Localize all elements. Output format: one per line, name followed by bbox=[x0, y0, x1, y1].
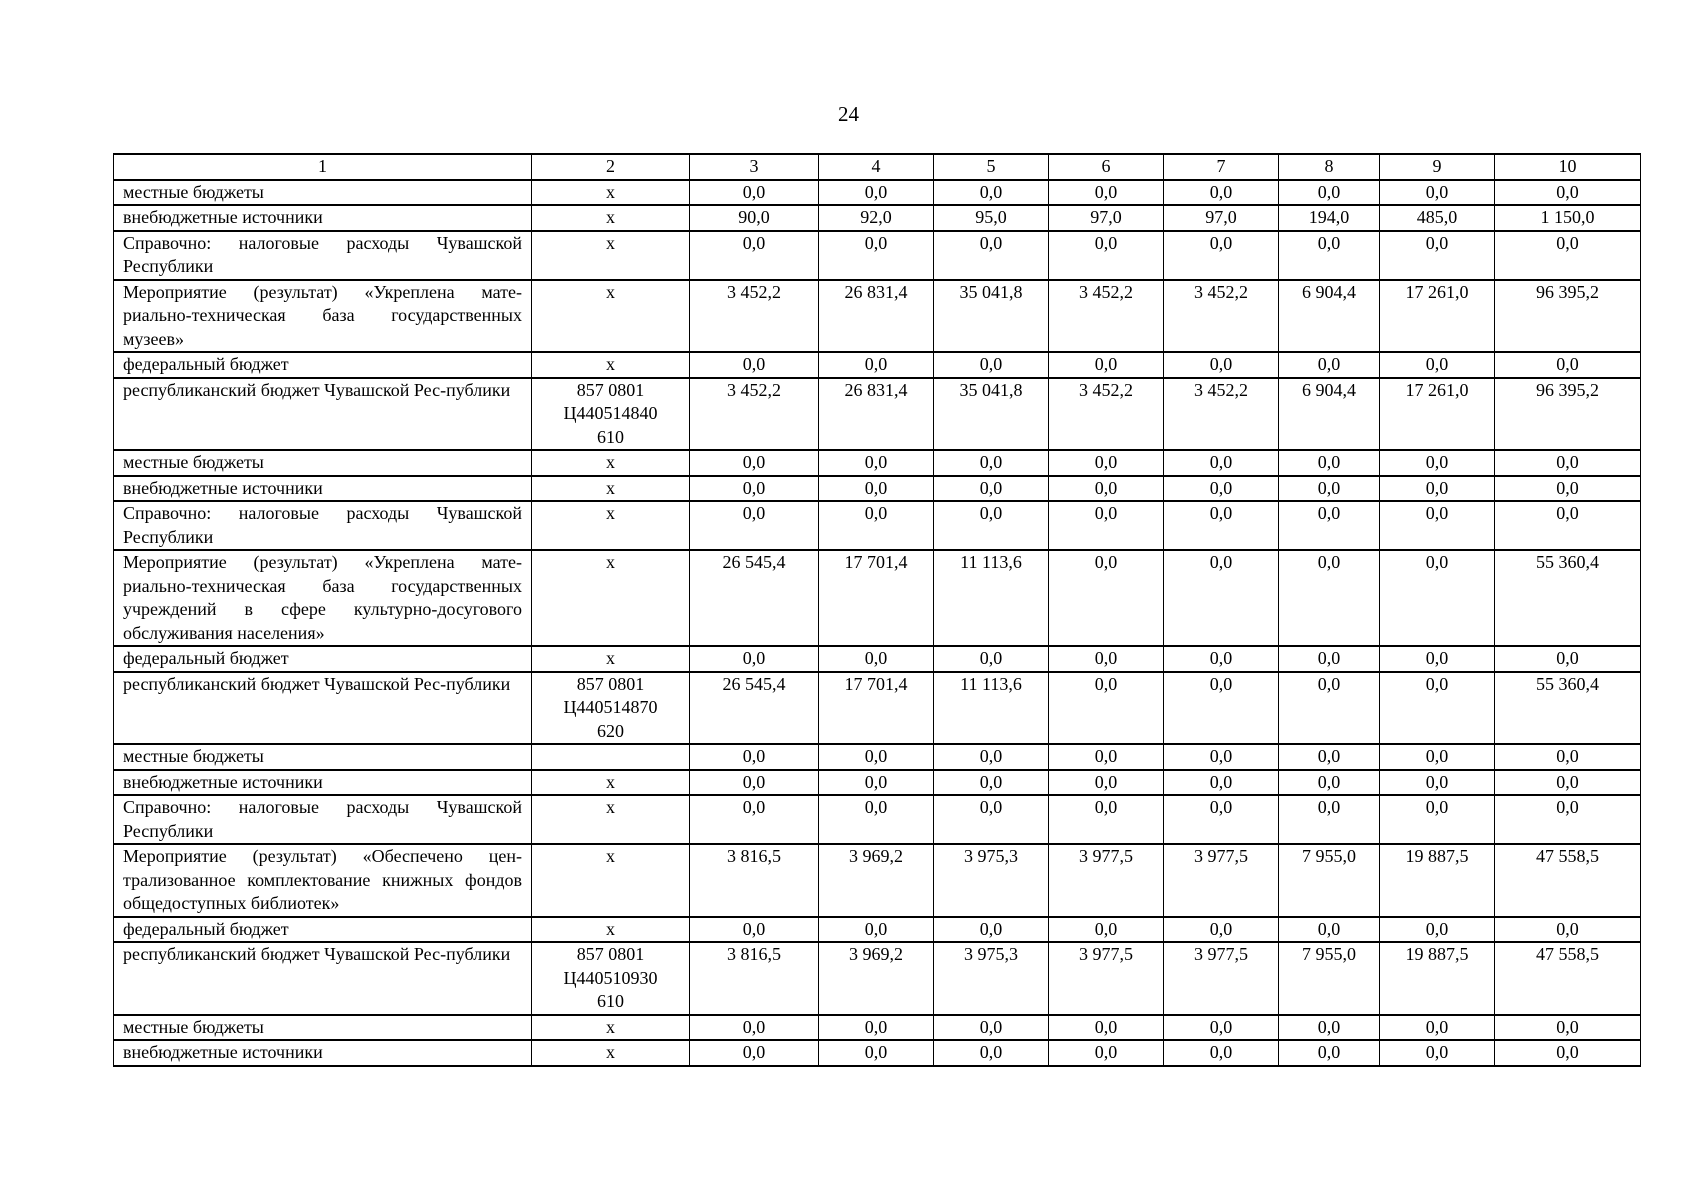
value-cell: 0,0 bbox=[690, 744, 819, 770]
row-name-cell: федеральный бюджет bbox=[114, 646, 532, 672]
value-cell: 3 969,2 bbox=[819, 942, 934, 1015]
value-cell: 26 545,4 bbox=[690, 550, 819, 646]
value-cell: 17 701,4 bbox=[819, 550, 934, 646]
row-name-cell: внебюджетные источники bbox=[114, 476, 532, 502]
value-cell: 0,0 bbox=[1380, 450, 1495, 476]
value-cell: 0,0 bbox=[1049, 450, 1164, 476]
value-cell: 11 113,6 bbox=[934, 550, 1049, 646]
value-cell: 26 545,4 bbox=[690, 672, 819, 745]
value-cell: 0,0 bbox=[1495, 352, 1641, 378]
value-cell: 3 969,2 bbox=[819, 844, 934, 917]
value-cell: 11 113,6 bbox=[934, 672, 1049, 745]
table-row bbox=[114, 352, 1641, 378]
value-cell: 0,0 bbox=[1380, 501, 1495, 550]
row-name-cell: Мероприятие (результат) «Обеспечено цен-трализованное комплектование книжных фондов общедоступных библиотек» bbox=[114, 844, 532, 917]
value-cell: 0,0 bbox=[1164, 231, 1279, 280]
budget-code-cell: х bbox=[532, 770, 690, 796]
table-row bbox=[114, 646, 1641, 672]
value-cell: 0,0 bbox=[690, 1015, 819, 1041]
value-cell: 0,0 bbox=[934, 1040, 1049, 1066]
budget-code-cell: х bbox=[532, 205, 690, 231]
budget-code-cell: х bbox=[532, 646, 690, 672]
row-name-cell: внебюджетные источники bbox=[114, 1040, 532, 1066]
value-cell: 0,0 bbox=[690, 231, 819, 280]
value-cell: 95,0 bbox=[934, 205, 1049, 231]
budget-code-cell: 857 0801 Ц440514870 620 bbox=[532, 672, 690, 745]
table-row bbox=[114, 1015, 1641, 1041]
table-row bbox=[114, 1040, 1641, 1066]
value-cell: 3 816,5 bbox=[690, 844, 819, 917]
value-cell: 17 261,0 bbox=[1380, 378, 1495, 451]
value-cell: 97,0 bbox=[1164, 205, 1279, 231]
value-cell: 0,0 bbox=[1164, 501, 1279, 550]
row-name-cell: Справочно: налоговые расходы Чувашской Республики bbox=[114, 795, 532, 844]
budget-code-cell: 857 0801 Ц440510930 610 bbox=[532, 942, 690, 1015]
value-cell: 26 831,4 bbox=[819, 378, 934, 451]
value-cell: 0,0 bbox=[1495, 1015, 1641, 1041]
value-cell: 0,0 bbox=[1049, 770, 1164, 796]
row-name-cell: местные бюджеты bbox=[114, 1015, 532, 1041]
table-row bbox=[114, 770, 1641, 796]
table-row bbox=[114, 744, 1641, 770]
column-header-10: 10 bbox=[1495, 154, 1641, 180]
value-cell: 0,0 bbox=[1164, 550, 1279, 646]
value-cell: 0,0 bbox=[819, 180, 934, 206]
value-cell: 35 041,8 bbox=[934, 378, 1049, 451]
value-cell: 0,0 bbox=[1279, 1015, 1380, 1041]
value-cell: 3 452,2 bbox=[1049, 280, 1164, 353]
column-header-5: 5 bbox=[934, 154, 1049, 180]
row-name-cell: республиканский бюджет Чувашской Рес-публики bbox=[114, 942, 532, 1015]
table-row bbox=[114, 378, 1641, 451]
value-cell: 194,0 bbox=[1279, 205, 1380, 231]
value-cell: 0,0 bbox=[934, 1015, 1049, 1041]
value-cell: 0,0 bbox=[1049, 231, 1164, 280]
value-cell: 0,0 bbox=[1164, 450, 1279, 476]
value-cell: 0,0 bbox=[819, 744, 934, 770]
value-cell: 0,0 bbox=[1279, 795, 1380, 844]
value-cell: 0,0 bbox=[819, 770, 934, 796]
value-cell: 6 904,4 bbox=[1279, 280, 1380, 353]
value-cell: 0,0 bbox=[1279, 450, 1380, 476]
column-header-9: 9 bbox=[1380, 154, 1495, 180]
table-row bbox=[114, 476, 1641, 502]
value-cell: 3 977,5 bbox=[1049, 942, 1164, 1015]
value-cell: 0,0 bbox=[1495, 180, 1641, 206]
value-cell: 0,0 bbox=[1049, 1040, 1164, 1066]
value-cell: 0,0 bbox=[1164, 770, 1279, 796]
value-cell: 0,0 bbox=[690, 795, 819, 844]
value-cell: 0,0 bbox=[934, 770, 1049, 796]
value-cell: 0,0 bbox=[1164, 744, 1279, 770]
value-cell: 0,0 bbox=[1380, 1015, 1495, 1041]
value-cell: 0,0 bbox=[690, 501, 819, 550]
value-cell: 0,0 bbox=[1279, 744, 1380, 770]
value-cell: 0,0 bbox=[819, 352, 934, 378]
budget-code-cell: х bbox=[532, 550, 690, 646]
value-cell: 0,0 bbox=[1164, 476, 1279, 502]
value-cell: 7 955,0 bbox=[1279, 942, 1380, 1015]
row-name-cell: местные бюджеты bbox=[114, 450, 532, 476]
budget-code-cell: х bbox=[532, 501, 690, 550]
table-row bbox=[114, 795, 1641, 844]
value-cell: 0,0 bbox=[1164, 795, 1279, 844]
column-header-7: 7 bbox=[1164, 154, 1279, 180]
value-cell: 0,0 bbox=[1049, 672, 1164, 745]
value-cell: 0,0 bbox=[1495, 476, 1641, 502]
value-cell: 1 150,0 bbox=[1495, 205, 1641, 231]
row-name-cell: республиканский бюджет Чувашской Рес-публики bbox=[114, 378, 532, 451]
table-row bbox=[114, 942, 1641, 1015]
value-cell: 0,0 bbox=[1495, 646, 1641, 672]
value-cell: 0,0 bbox=[1164, 180, 1279, 206]
value-cell: 0,0 bbox=[1279, 501, 1380, 550]
table-row bbox=[114, 501, 1641, 550]
value-cell: 0,0 bbox=[819, 646, 934, 672]
table-body bbox=[114, 180, 1641, 1066]
value-cell: 7 955,0 bbox=[1279, 844, 1380, 917]
table-row bbox=[114, 550, 1641, 646]
budget-code-cell: х bbox=[532, 476, 690, 502]
table-row bbox=[114, 180, 1641, 206]
value-cell: 0,0 bbox=[690, 646, 819, 672]
table-header-row bbox=[114, 154, 1641, 180]
value-cell: 0,0 bbox=[934, 917, 1049, 943]
value-cell: 47 558,5 bbox=[1495, 844, 1641, 917]
row-name-cell: внебюджетные источники bbox=[114, 205, 532, 231]
budget-code-cell: х bbox=[532, 450, 690, 476]
table-row bbox=[114, 844, 1641, 917]
value-cell: 3 977,5 bbox=[1049, 844, 1164, 917]
value-cell: 0,0 bbox=[1049, 352, 1164, 378]
row-name-cell: внебюджетные источники bbox=[114, 770, 532, 796]
value-cell: 0,0 bbox=[819, 795, 934, 844]
value-cell: 0,0 bbox=[1279, 352, 1380, 378]
value-cell: 0,0 bbox=[1380, 1040, 1495, 1066]
row-name-cell: Справочно: налоговые расходы Чувашской Республики bbox=[114, 231, 532, 280]
value-cell: 0,0 bbox=[1380, 672, 1495, 745]
value-cell: 0,0 bbox=[1279, 672, 1380, 745]
budget-code-cell: 857 0801 Ц440514840 610 bbox=[532, 378, 690, 451]
value-cell: 0,0 bbox=[1049, 744, 1164, 770]
value-cell: 0,0 bbox=[690, 917, 819, 943]
value-cell: 19 887,5 bbox=[1380, 942, 1495, 1015]
table-row bbox=[114, 672, 1641, 745]
budget-code-cell: х bbox=[532, 795, 690, 844]
budget-code-cell: х bbox=[532, 1040, 690, 1066]
column-header-1: 1 bbox=[114, 154, 532, 180]
value-cell: 0,0 bbox=[1495, 231, 1641, 280]
column-header-4: 4 bbox=[819, 154, 934, 180]
value-cell: 3 452,2 bbox=[1164, 280, 1279, 353]
value-cell: 0,0 bbox=[690, 770, 819, 796]
value-cell: 0,0 bbox=[1049, 476, 1164, 502]
value-cell: 0,0 bbox=[1380, 180, 1495, 206]
value-cell: 3 452,2 bbox=[1164, 378, 1279, 451]
value-cell: 0,0 bbox=[819, 1015, 934, 1041]
page-number: 24 bbox=[838, 102, 859, 126]
value-cell: 0,0 bbox=[1279, 770, 1380, 796]
budget-code-cell: х bbox=[532, 180, 690, 206]
column-header-3: 3 bbox=[690, 154, 819, 180]
value-cell: 0,0 bbox=[1164, 1040, 1279, 1066]
value-cell: 0,0 bbox=[1380, 646, 1495, 672]
value-cell: 0,0 bbox=[690, 1040, 819, 1066]
value-cell: 0,0 bbox=[690, 450, 819, 476]
value-cell: 0,0 bbox=[819, 917, 934, 943]
row-name-cell: Мероприятие (результат) «Укреплена мате-риально-техническая база государственных учреждений в сфере культурно-досугового обслуживания населения» bbox=[114, 550, 532, 646]
value-cell: 0,0 bbox=[1049, 501, 1164, 550]
value-cell: 0,0 bbox=[1049, 1015, 1164, 1041]
value-cell: 0,0 bbox=[1049, 917, 1164, 943]
row-name-cell: местные бюджеты bbox=[114, 744, 532, 770]
value-cell: 26 831,4 bbox=[819, 280, 934, 353]
value-cell: 97,0 bbox=[1049, 205, 1164, 231]
value-cell: 0,0 bbox=[1164, 352, 1279, 378]
budget-code-cell: х bbox=[532, 917, 690, 943]
value-cell: 0,0 bbox=[934, 450, 1049, 476]
value-cell: 0,0 bbox=[1164, 917, 1279, 943]
value-cell: 3 452,2 bbox=[1049, 378, 1164, 451]
value-cell: 3 975,3 bbox=[934, 942, 1049, 1015]
value-cell: 0,0 bbox=[1380, 231, 1495, 280]
value-cell: 90,0 bbox=[690, 205, 819, 231]
value-cell: 0,0 bbox=[1049, 180, 1164, 206]
table-row bbox=[114, 205, 1641, 231]
value-cell: 0,0 bbox=[1164, 646, 1279, 672]
value-cell: 6 904,4 bbox=[1279, 378, 1380, 451]
value-cell: 55 360,4 bbox=[1495, 550, 1641, 646]
table-row bbox=[114, 280, 1641, 353]
value-cell: 96 395,2 bbox=[1495, 280, 1641, 353]
column-header-6: 6 bbox=[1049, 154, 1164, 180]
value-cell: 3 452,2 bbox=[690, 378, 819, 451]
row-name-cell: Мероприятие (результат) «Укреплена мате-риально-техническая база государственных музеев» bbox=[114, 280, 532, 353]
value-cell: 0,0 bbox=[934, 476, 1049, 502]
value-cell: 0,0 bbox=[1279, 180, 1380, 206]
row-name-cell: Справочно: налоговые расходы Чувашской Республики bbox=[114, 501, 532, 550]
value-cell: 0,0 bbox=[1279, 476, 1380, 502]
value-cell: 0,0 bbox=[934, 744, 1049, 770]
table-row bbox=[114, 917, 1641, 943]
budget-code-cell: х bbox=[532, 352, 690, 378]
value-cell: 17 701,4 bbox=[819, 672, 934, 745]
value-cell: 3 816,5 bbox=[690, 942, 819, 1015]
value-cell: 0,0 bbox=[819, 1040, 934, 1066]
value-cell: 0,0 bbox=[934, 180, 1049, 206]
value-cell: 92,0 bbox=[819, 205, 934, 231]
value-cell: 485,0 bbox=[1380, 205, 1495, 231]
column-header-8: 8 bbox=[1279, 154, 1380, 180]
value-cell: 0,0 bbox=[690, 352, 819, 378]
budget-code-cell bbox=[532, 744, 690, 770]
value-cell: 35 041,8 bbox=[934, 280, 1049, 353]
row-name-cell: республиканский бюджет Чувашской Рес-публики bbox=[114, 672, 532, 745]
value-cell: 0,0 bbox=[1380, 744, 1495, 770]
value-cell: 19 887,5 bbox=[1380, 844, 1495, 917]
budget-code-cell: х bbox=[532, 844, 690, 917]
value-cell: 0,0 bbox=[934, 646, 1049, 672]
value-cell: 0,0 bbox=[690, 476, 819, 502]
row-name-cell: местные бюджеты bbox=[114, 180, 532, 206]
budget-table bbox=[113, 153, 1641, 1067]
value-cell: 0,0 bbox=[1495, 1040, 1641, 1066]
value-cell: 0,0 bbox=[1164, 672, 1279, 745]
value-cell: 0,0 bbox=[1049, 550, 1164, 646]
value-cell: 0,0 bbox=[819, 231, 934, 280]
value-cell: 0,0 bbox=[934, 795, 1049, 844]
value-cell: 0,0 bbox=[1495, 744, 1641, 770]
value-cell: 0,0 bbox=[1380, 476, 1495, 502]
table-row bbox=[114, 231, 1641, 280]
value-cell: 0,0 bbox=[1049, 795, 1164, 844]
value-cell: 0,0 bbox=[1164, 1015, 1279, 1041]
value-cell: 0,0 bbox=[1380, 550, 1495, 646]
column-header-2: 2 bbox=[532, 154, 690, 180]
value-cell: 0,0 bbox=[1495, 795, 1641, 844]
value-cell: 0,0 bbox=[934, 352, 1049, 378]
value-cell: 0,0 bbox=[1495, 501, 1641, 550]
value-cell: 3 977,5 bbox=[1164, 942, 1279, 1015]
value-cell: 0,0 bbox=[1495, 770, 1641, 796]
value-cell: 96 395,2 bbox=[1495, 378, 1641, 451]
value-cell: 17 261,0 bbox=[1380, 280, 1495, 353]
row-name-cell: федеральный бюджет bbox=[114, 917, 532, 943]
value-cell: 0,0 bbox=[1279, 231, 1380, 280]
value-cell: 47 558,5 bbox=[1495, 942, 1641, 1015]
budget-code-cell: х bbox=[532, 231, 690, 280]
value-cell: 0,0 bbox=[819, 450, 934, 476]
value-cell: 0,0 bbox=[1380, 917, 1495, 943]
value-cell: 0,0 bbox=[1049, 646, 1164, 672]
budget-code-cell: х bbox=[532, 1015, 690, 1041]
row-name-cell: федеральный бюджет bbox=[114, 352, 532, 378]
value-cell: 3 452,2 bbox=[690, 280, 819, 353]
value-cell: 3 975,3 bbox=[934, 844, 1049, 917]
value-cell: 0,0 bbox=[1279, 917, 1380, 943]
budget-code-cell: х bbox=[532, 280, 690, 353]
value-cell: 0,0 bbox=[1380, 770, 1495, 796]
value-cell: 0,0 bbox=[690, 180, 819, 206]
value-cell: 0,0 bbox=[1279, 550, 1380, 646]
value-cell: 0,0 bbox=[819, 501, 934, 550]
table-row bbox=[114, 450, 1641, 476]
value-cell: 3 977,5 bbox=[1164, 844, 1279, 917]
value-cell: 0,0 bbox=[1279, 1040, 1380, 1066]
value-cell: 0,0 bbox=[934, 231, 1049, 280]
value-cell: 55 360,4 bbox=[1495, 672, 1641, 745]
value-cell: 0,0 bbox=[934, 501, 1049, 550]
value-cell: 0,0 bbox=[1380, 795, 1495, 844]
value-cell: 0,0 bbox=[1380, 352, 1495, 378]
value-cell: 0,0 bbox=[1495, 450, 1641, 476]
value-cell: 0,0 bbox=[819, 476, 934, 502]
value-cell: 0,0 bbox=[1279, 646, 1380, 672]
value-cell: 0,0 bbox=[1495, 917, 1641, 943]
